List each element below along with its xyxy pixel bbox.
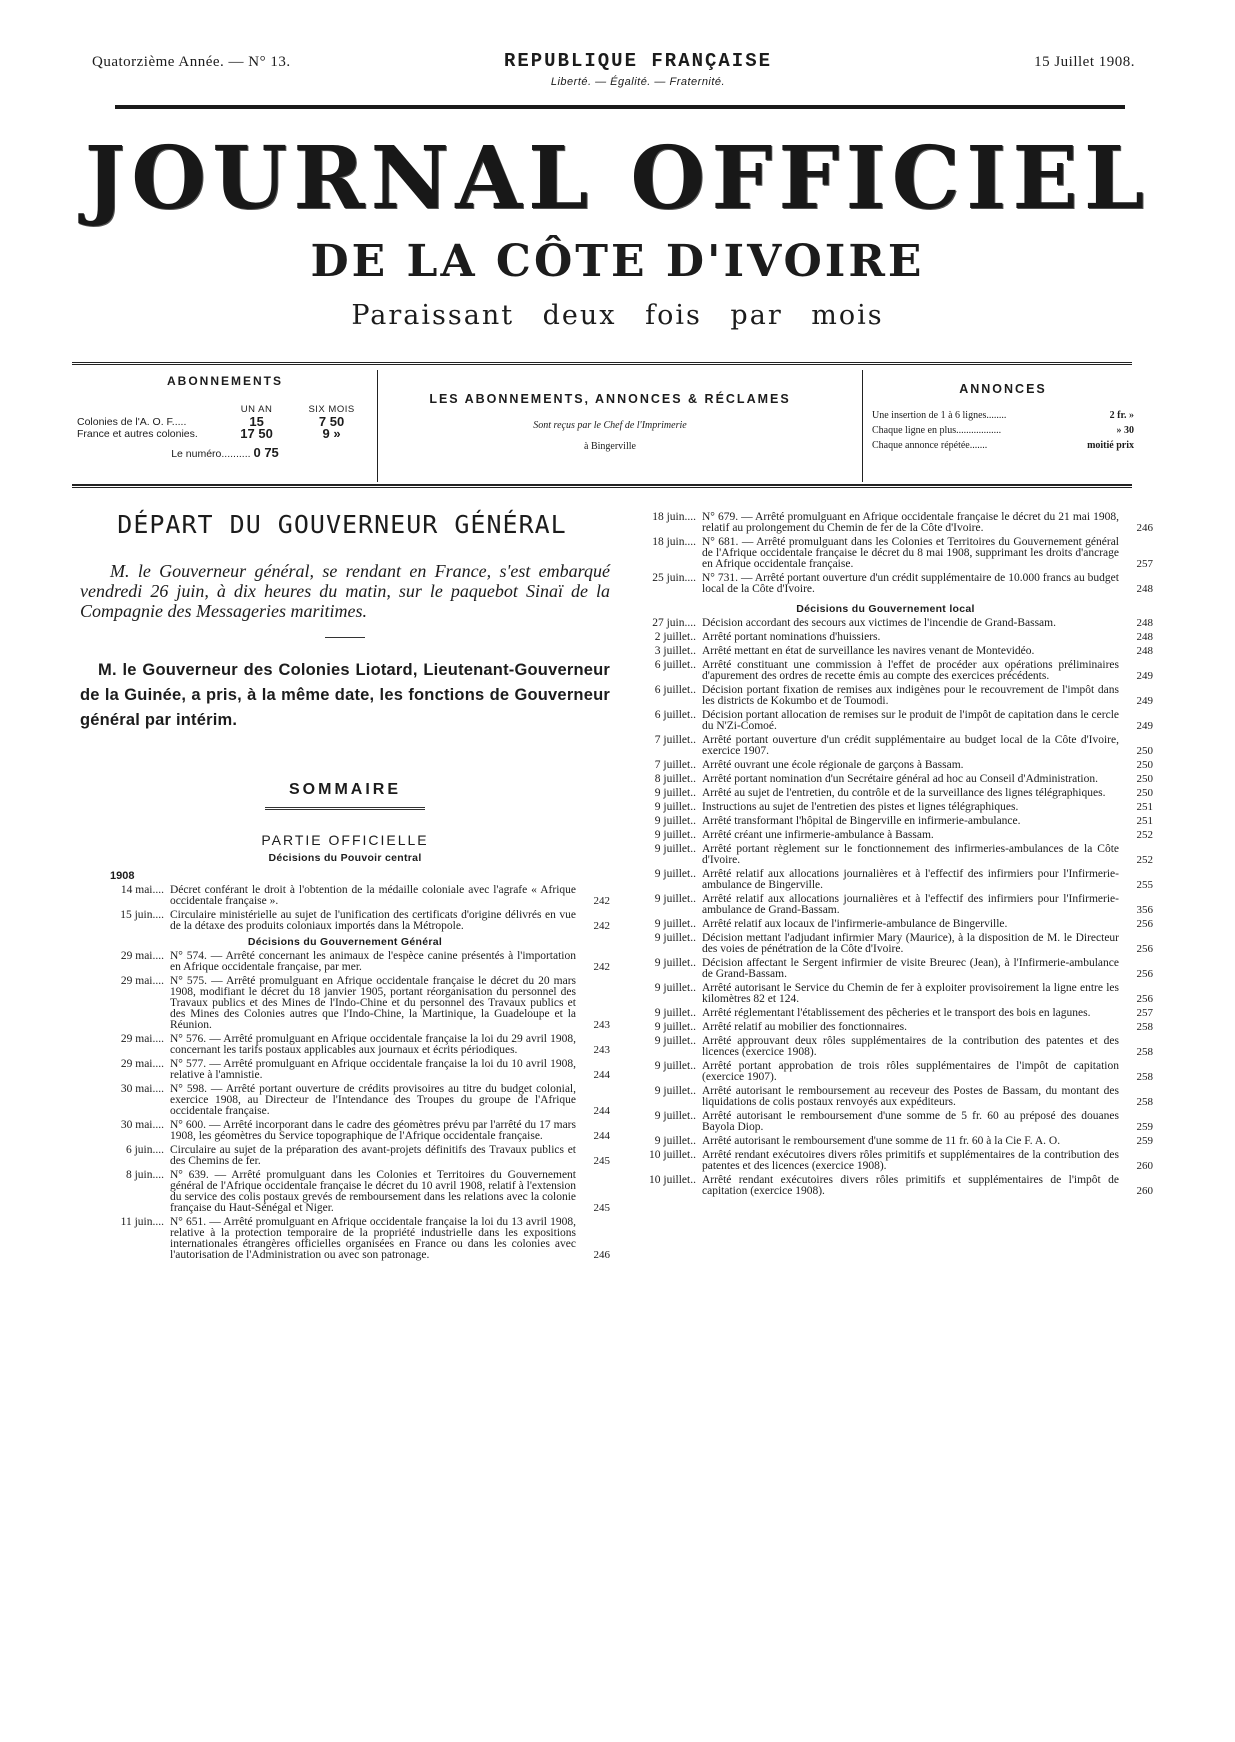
entry-text: Arrêté portant nominations d'huissiers. (702, 631, 881, 643)
entry-page: 250 (1136, 787, 1153, 799)
entry-text: Décision affectant le Sergent infirmier de visite Breurec (Jean), à l'Infirmerie-ambulance de Grand-Bassam. (702, 957, 1119, 980)
entry-date: 25 juin.... (652, 572, 696, 584)
depart-text: M. le Gouverneur général, se rendant en France, s'est embarqué vendredi 26 juin, à dix heures du matin, sur le paquebot Sinaï de la Compagnie des Messageries maritimes. (80, 561, 610, 621)
entry-page: 244 (593, 1105, 610, 1117)
entry-text: Arrêté relatif aux allocations journalières et à l'effectif des infirmiers pour l'Infirmerie-ambulance de Bingerville. (702, 868, 1119, 891)
entry-date: 7 juillet.. (654, 734, 696, 746)
sommaire-entry (618, 830, 1153, 841)
entry-text: Décision accordant des secours aux victimes de l'incendie de Grand-Bassam. (702, 617, 1056, 629)
general-list-left (80, 951, 610, 1261)
entry-date: 9 juillet.. (654, 815, 696, 827)
entry-date: 9 juillet.. (654, 893, 696, 905)
entry-page: 244 (593, 1130, 610, 1142)
entry-date: 7 juillet.. (654, 759, 696, 771)
entry-page: 256 (1136, 993, 1153, 1005)
entry-page: 256 (1136, 968, 1153, 980)
entry-text: Décision portant fixation de remises aux indigènes pour le recouvrement de l'impôt dans les districts de Kokumbo et de Toumodi. (702, 684, 1119, 707)
entry-page: 245 (593, 1202, 610, 1214)
entry-page: 250 (1136, 759, 1153, 771)
entry-page: 242 (593, 895, 610, 907)
entry-date: 9 juillet.. (654, 1007, 696, 1019)
abonnement-row: France et autres colonies. 17 50 9 » (77, 426, 341, 441)
issue-number: Quatorzième Année. — N° 13. (92, 54, 291, 70)
entry-page: 252 (1136, 854, 1153, 866)
entry-date: 6 juin.... (125, 1144, 164, 1156)
year-label: 1908 (110, 870, 135, 882)
entry-page: 244 (593, 1069, 610, 1081)
sommaire-entry (618, 632, 1153, 643)
section-central: Décisions du Pouvoir central (268, 852, 422, 864)
sommaire-heading: SOMMAIRE (289, 781, 401, 798)
sommaire-entry (618, 1061, 1153, 1083)
journal-tagline: Paraissant deux fois par mois (351, 300, 884, 331)
sommaire-entry (80, 1145, 610, 1167)
entry-page: 256 (1136, 943, 1153, 955)
entry-text: Arrêté portant règlement sur le fonctionnement des infirmeries-ambulances de la Côte d'Ivoire. (702, 843, 1119, 866)
entry-page: 249 (1136, 670, 1153, 682)
annonce-row: Chaque ligne en plus.................. » 30 (872, 425, 1134, 436)
band-divider (862, 370, 863, 482)
entry-date: 9 juillet.. (654, 918, 696, 930)
entry-date: 30 mai.... (120, 1083, 164, 1095)
sommaire-entry (80, 910, 610, 932)
entry-text: N° 576. — Arrêté promulguant en Afrique occidentale française la loi du 29 avril 1908, concernant les tarifs postaux applicables aux journaux et écrits périodiques. (170, 1033, 576, 1056)
entry-date: 9 juillet.. (654, 1085, 696, 1097)
sommaire-entry (80, 1217, 610, 1261)
entry-text: Circulaire au sujet de la préparation des avant-projets définitifs des Travaux publics et des Chemins de fer. (170, 1144, 576, 1167)
entry-date: 6 juillet.. (654, 709, 696, 721)
depart-title: DÉPART DU GOUVERNEUR GÉNÉRAL (117, 510, 567, 539)
entry-page: 257 (1136, 1007, 1153, 1019)
entry-page: 251 (1136, 815, 1153, 827)
entry-page: 258 (1136, 1021, 1153, 1033)
entry-text: Circulaire ministérielle au sujet de l'unification des certificats d'origine délivrés en vue de la détaxe des produits coloniaux importés dans la Métropole. (170, 909, 576, 932)
sommaire-entry (618, 760, 1153, 771)
entry-date: 30 mai.... (120, 1119, 164, 1131)
entry-text: Arrêté rendant exécutoires divers rôles primitifs et supplémentaires de la contribution des patentes et des licences (exercice 1908). (702, 1149, 1119, 1172)
entry-page: 258 (1136, 1046, 1153, 1058)
section-local: Décisions du Gouvernement local (796, 603, 975, 615)
entry-date: 9 juillet.. (654, 843, 696, 855)
sommaire-entry (618, 983, 1153, 1005)
entry-page: 243 (593, 1019, 610, 1031)
entry-date: 6 juillet.. (654, 659, 696, 671)
entry-page: 257 (1136, 558, 1153, 570)
band-top-rule (72, 362, 1132, 365)
entry-date: 29 mai.... (120, 1033, 164, 1045)
sommaire-entry (80, 1059, 610, 1081)
entry-page: 246 (1136, 522, 1153, 534)
entry-text: N° 577. — Arrêté promulguant en Afrique occidentale française la loi du 10 avril 1908, relative à l'amnistie. (170, 1058, 576, 1081)
sommaire-entry (618, 802, 1153, 813)
entry-page: 249 (1136, 695, 1153, 707)
sommaire-entry (618, 618, 1153, 629)
section-divider (325, 637, 365, 638)
entry-date: 10 juillet.. (649, 1149, 696, 1161)
entry-text: Arrêté relatif aux allocations journalières et à l'effectif des infirmiers pour l'Infirmerie-ambulance de Grand-Bassam. (702, 893, 1119, 916)
entry-text: N° 574. — Arrêté concernant les animaux de l'espèce canine présentés à l'importation en Afrique occidentale française, par mer. (170, 950, 576, 973)
entry-text: N° 598. — Arrêté portant ouverture de crédits provisoires au titre du budget colonial, exercice 1908, au Directeur de l'Intendance des Troupes du groupe de l'Afrique occidentale française. (170, 1083, 576, 1117)
entry-date: 14 mai.... (120, 884, 164, 896)
sommaire-entry (80, 976, 610, 1031)
sommaire-entry (618, 537, 1153, 570)
reception-place: à Bingerville (584, 441, 636, 452)
entry-text: Arrêté réglementant l'établissement des pêcheries et le transport des bois en lagunes. (702, 1007, 1091, 1019)
entry-date: 8 juin.... (125, 1169, 164, 1181)
entry-text: Arrêté portant approbation de trois rôles supplémentaires de l'impôt de capitation (exercice 1907). (702, 1060, 1119, 1083)
entry-page: 260 (1136, 1185, 1153, 1197)
annonces-box (872, 382, 1134, 453)
annonce-row: Une insertion de 1 à 6 lignes........ 2 fr. » (872, 410, 1134, 421)
entry-page: 242 (593, 920, 610, 932)
entry-page: 248 (1136, 583, 1153, 595)
sommaire-entry (618, 1008, 1153, 1019)
sommaire-entry (618, 933, 1153, 955)
entry-date: 9 juillet.. (654, 932, 696, 944)
sommaire-entry (618, 710, 1153, 732)
entry-text: N° 651. — Arrêté promulguant en Afrique occidentale française la loi du 13 avril 1908, relative à la protection temporaire de la propriété industrielle dans les expositions internationales étrangères officielles organisées en France ou dans les colonies avec l'autorisation de l'Administration ou avec son patronage. (170, 1216, 576, 1261)
sommaire-entry (618, 816, 1153, 827)
sommaire-entry (618, 958, 1153, 980)
entry-text: N° 681. — Arrêté promulguant dans les Colonies et Territoires du Gouvernement général de l'Afrique occidentale française le décret du 8 mai 1908, supprimant les droits d'ancrage en Afrique occidentale française. (702, 536, 1119, 570)
sommaire-entry (618, 660, 1153, 682)
entry-date: 9 juillet.. (654, 1110, 696, 1122)
entry-date: 18 juin.... (652, 511, 696, 523)
entry-text: Arrêté relatif au mobilier des fonctionnaires. (702, 1021, 908, 1033)
entry-date: 9 juillet.. (654, 982, 696, 994)
sommaire-entry (618, 844, 1153, 866)
sommaire-entry (618, 512, 1153, 534)
sommaire-entry (618, 1036, 1153, 1058)
entry-text: Décision portant allocation de remises sur le produit de l'impôt de capitation dans le cercle du N'Zi-Comoé. (702, 709, 1119, 732)
entry-page: 248 (1136, 645, 1153, 657)
entry-date: 11 juin.... (120, 1216, 164, 1228)
entry-date: 18 juin.... (652, 536, 696, 548)
republic-motto: Liberté. — Égalité. — Fraternité. (550, 76, 726, 88)
reception-box (380, 392, 840, 452)
entry-date: 9 juillet.. (654, 1060, 696, 1072)
sommaire-entry (618, 1150, 1153, 1172)
sommaire-entry (618, 788, 1153, 799)
header-rule (115, 105, 1125, 109)
sommaire-entry (618, 774, 1153, 785)
entry-text: Arrêté constituant une commission à l'effet de procéder aux opérations préliminaires d'apurement des ordres de recette émis au compte des exercices précédents. (702, 659, 1119, 682)
entry-page: 251 (1136, 801, 1153, 813)
journal-title: JOURNAL OFFICIEL (84, 128, 1151, 229)
sommaire-entry (618, 1175, 1153, 1197)
right-column (618, 509, 1153, 1197)
entry-page: 250 (1136, 773, 1153, 785)
entry-date: 9 juillet.. (654, 829, 696, 841)
col-six-mois: SIX MOIS (308, 404, 355, 415)
entry-text: Arrêté portant ouverture d'un crédit supplémentaire au budget local de la Côte d'Ivoire, exercice 1907. (702, 734, 1119, 757)
entry-date: 29 mai.... (120, 975, 164, 987)
entry-text: N° 600. — Arrêté incorporant dans le cadre des géomètres prévu par l'arrêté du 17 mars 1908, les géomètres du Service topographique de l'Afrique occidentale française. (170, 1119, 576, 1142)
entry-text: Arrêté relatif aux locaux de l'infirmerie-ambulance de Bingerville. (702, 918, 1008, 930)
entry-page: 258 (1136, 1096, 1153, 1108)
sommaire-entry (80, 1084, 610, 1117)
entry-text: Arrêté portant nomination d'un Secrétaire général ad hoc au Conseil d'Administration. (702, 773, 1098, 785)
entry-date: 10 juillet.. (649, 1174, 696, 1186)
entry-text: Arrêté transformant l'hôpital de Bingerville en infirmerie-ambulance. (702, 815, 1021, 827)
left-column (80, 510, 610, 1261)
entry-text: Arrêté autorisant le remboursement au receveur des Postes de Bassam, du montant des liquidations de colis postaux renvoyés aux expéditeurs. (702, 1085, 1119, 1108)
entry-text: Arrêté autorisant le Service du Chemin de fer à exploiter provisoirement la ligne entre les kilomètres 82 et 124. (702, 982, 1119, 1005)
entry-date: 9 juillet.. (654, 787, 696, 799)
issue-header (88, 48, 1135, 98)
entry-text: N° 639. — Arrêté promulguant dans les Colonies et Territoires du Gouvernement général de l'Afrique occidentale française le décret du 10 avril 1908, relatif à l'extension du service des colis postaux grevés de remboursement dans les relations avec la colonie française du Haut-Sénégal et Niger. (170, 1169, 576, 1214)
entry-text: Arrêté approuvant deux rôles supplémentaires de la contribution des patentes et des licences (exercice 1908). (702, 1035, 1119, 1058)
entry-date: 29 mai.... (120, 1058, 164, 1070)
journal-subtitle: DE LA CÔTE D'IVOIRE (310, 236, 925, 287)
general-list-right (618, 512, 1153, 595)
entry-page: 243 (593, 1044, 610, 1056)
entry-text: Décret conférant le droit à l'obtention de la médaille coloniale avec l'agrafe « Afrique occidentale française ». (170, 884, 576, 907)
reception-heading: LES ABONNEMENTS, ANNONCES & RÉCLAMES (429, 392, 791, 406)
entry-page: 255 (1136, 879, 1153, 891)
sommaire-entry (618, 869, 1153, 891)
entry-date: 8 juillet.. (654, 773, 696, 785)
sommaire-entry (618, 685, 1153, 707)
entry-page: 252 (1136, 829, 1153, 841)
sommaire-entry (618, 735, 1153, 757)
sommaire-entry (80, 1120, 610, 1142)
entry-page: 356 (1136, 904, 1153, 916)
sommaire-entry (80, 885, 610, 907)
section-general: Décisions du Gouvernement Général (247, 936, 443, 948)
band-bottom-rule (72, 484, 1132, 488)
sommaire-entry (618, 646, 1153, 657)
entry-page: 248 (1136, 631, 1153, 643)
entry-date: 3 juillet.. (654, 645, 696, 657)
entry-date: 9 juillet.. (654, 1135, 696, 1147)
entry-text: Arrêté ouvrant une école régionale de garçons à Bassam. (702, 759, 964, 771)
republic-heading (438, 50, 838, 88)
local-list (618, 618, 1153, 1197)
entry-date: 27 juin.... (652, 617, 696, 629)
entry-page: 246 (593, 1249, 610, 1261)
abonnements-heading: ABONNEMENTS (166, 374, 283, 388)
col-un-an: UN AN (240, 404, 273, 415)
sommaire-entry (80, 951, 610, 973)
entry-text: Arrêté autorisant le remboursement d'une somme de 5 fr. 60 au préposé des douanes Bayola Diop. (702, 1110, 1119, 1133)
entry-text: Décision mettant l'adjudant infirmier Mary (Maurice), à la disposition de M. le Directeur des voies de pénétration de la Côte d'Ivoire. (702, 932, 1119, 955)
entry-date: 29 mai.... (120, 950, 164, 962)
sommaire-entry (80, 1170, 610, 1214)
sommaire-entry (618, 919, 1153, 930)
entry-date: 15 juin.... (120, 909, 164, 921)
entry-date: 9 juillet.. (654, 957, 696, 969)
sommaire-entry (618, 573, 1153, 595)
interim-notice: M. le Gouverneur des Colonies Liotard, Lieutenant-Gouverneur de la Guinée, a pris, à la même date, les fonctions de Gouverneur général par intérim. (80, 661, 610, 729)
entry-page: 258 (1136, 1071, 1153, 1083)
partie-officielle: PARTIE OFFICIELLE (261, 832, 429, 848)
sommaire-entry (618, 1086, 1153, 1108)
entry-page: 245 (593, 1155, 610, 1167)
entry-date: 6 juillet.. (654, 684, 696, 696)
entry-text: Arrêté autorisant le remboursement d'une somme de 11 fr. 60 à la Cie F. A. O. (702, 1135, 1061, 1147)
sommaire-rule (265, 807, 425, 810)
abonnements-table (75, 404, 375, 440)
entry-date: 9 juillet.. (654, 868, 696, 880)
entry-text: N° 679. — Arrêté promulguant en Afrique occidentale française le décret du 21 mai 1908, relatif au prolongement du Chemin de fer de la Côte d'Ivoire. (702, 511, 1119, 534)
sommaire-entry (618, 1111, 1153, 1133)
entry-date: 2 juillet.. (654, 631, 696, 643)
annonce-row: Chaque annonce répétée....... moitié prix (872, 440, 1134, 451)
entry-page: 260 (1136, 1160, 1153, 1172)
entry-page: 249 (1136, 720, 1153, 732)
abonnements-box (75, 374, 375, 460)
entry-page: 259 (1136, 1135, 1153, 1147)
issue-date: 15 Juillet 1908. (1034, 54, 1135, 70)
entry-text: Instructions au sujet de l'entretien des pistes et lignes télégraphiques. (702, 801, 1019, 813)
band-divider (377, 370, 378, 482)
annonces-heading: ANNONCES (959, 382, 1047, 396)
entry-page: 242 (593, 961, 610, 973)
entry-text: Arrêté au sujet de l'entretien, du contrôle et de la surveillance des lignes télégraphiques. (702, 787, 1106, 799)
sommaire-entry (618, 894, 1153, 916)
entry-page: 248 (1136, 617, 1153, 629)
entry-text: N° 575. — Arrêté promulguant en Afrique occidentale française le décret du 20 mars 1908, modifiant le décret du 18 janvier 1905, portant réorganisation du personnel des Travaux publics et des Mines de l'Indo-Chine et du personnel des Travaux publics et des Mines des Colonies autres que l'Indo-Chine, la Martinique, la Guadeloupe et la Réunion. (170, 975, 576, 1031)
entry-text: Arrêté créant une infirmerie-ambulance à Bassam. (702, 829, 934, 841)
entry-text: N° 731. — Arrêté portant ouverture d'un crédit supplémentaire de 10.000 francs au budget local de la Côte d'Ivoire. (702, 572, 1119, 595)
numero-price: Le numéro.......... 0 75 (171, 445, 279, 460)
entry-text: Arrêté rendant exécutoires divers rôles primitifs et supplémentaires de l'impôt de capitation (exercice 1908). (702, 1174, 1119, 1197)
entry-page: 259 (1136, 1121, 1153, 1133)
reception-line: Sont reçus par le Chef de l'Imprimerie (533, 420, 687, 431)
entry-date: 9 juillet.. (654, 1021, 696, 1033)
entry-page: 256 (1136, 918, 1153, 930)
entry-text: Arrêté mettant en état de surveillance les navires venant de Montevidéo. (702, 645, 1035, 657)
abonnement-row: Colonies de l'A. O. F..... 15 7 50 (77, 414, 345, 429)
republic-title: REPUBLIQUE FRANÇAISE (503, 50, 773, 72)
central-list (80, 885, 610, 932)
entry-date: 9 juillet.. (654, 801, 696, 813)
sommaire-entry (618, 1136, 1153, 1147)
entry-date: 9 juillet.. (654, 1035, 696, 1047)
sommaire-entry (618, 1022, 1153, 1033)
sommaire-entry (80, 1034, 610, 1056)
entry-page: 250 (1136, 745, 1153, 757)
